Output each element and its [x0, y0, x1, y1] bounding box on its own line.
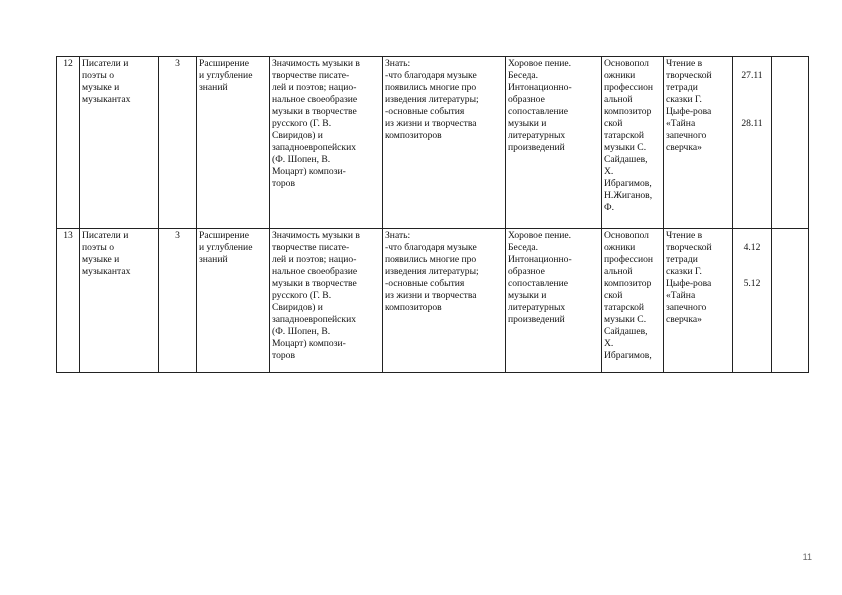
hours-cell: 3	[159, 229, 197, 373]
topic-cell	[80, 229, 159, 373]
cell-line: произведений	[508, 314, 565, 325]
cell-line: творчестве писате-	[272, 70, 350, 81]
cell-line: Расширение	[199, 230, 249, 241]
cell-line: лей и поэтов; нацио-	[272, 254, 357, 265]
cell-line: альной	[604, 266, 633, 277]
table-row	[57, 57, 809, 229]
note-cell	[772, 57, 809, 229]
cell-line: запечного	[666, 130, 707, 141]
activities-cell	[506, 57, 602, 229]
cell-line: Писатели и	[82, 230, 129, 241]
cell-line: Основопол	[604, 58, 649, 69]
cell-line: Ибрагимов,	[604, 178, 652, 189]
note-cell	[772, 229, 809, 373]
cell-line: татарской	[604, 130, 645, 141]
requirements-cell	[383, 229, 506, 373]
lesson-type-cell	[197, 229, 270, 373]
dates-cell	[733, 57, 772, 229]
cell-line: музыкантах	[82, 266, 131, 277]
date-planned: 27.11	[741, 70, 763, 81]
cell-line: ской	[604, 290, 623, 301]
cell-line: музыки и	[508, 290, 547, 301]
cell-line: (Ф. Шопен, В.	[272, 154, 331, 165]
cell-line: поэты о	[82, 70, 114, 81]
cell-line: западноевропейских	[272, 314, 357, 325]
date-planned: 4.12	[743, 242, 761, 253]
cell-line: литературных	[508, 302, 566, 313]
cell-line: Моцарт) компози-	[272, 166, 346, 177]
dates-cell	[733, 229, 772, 373]
cell-line: музыкантах	[82, 94, 131, 105]
date-actual: 28.11	[741, 118, 763, 129]
cell-line: профессион	[604, 254, 654, 265]
cell-line: Сайдашев,	[604, 154, 648, 165]
cell-line: Знать:	[385, 58, 411, 69]
cell-line: «Тайна	[666, 118, 696, 129]
cell-line: Расширение	[199, 58, 249, 69]
cell-line: тетради	[666, 254, 698, 265]
cell-line: -что благодаря музыке	[385, 242, 477, 253]
cell-line: поэты о	[82, 242, 114, 253]
page-number: 11	[802, 552, 812, 562]
cell-line: Хоровое пение.	[508, 230, 572, 241]
cell-line: Свиридов) и	[272, 130, 323, 141]
cell-line: композитор	[604, 106, 652, 117]
requirements-cell	[383, 57, 506, 229]
lesson-plan-table	[56, 56, 809, 373]
cell-line: знаний	[199, 82, 228, 93]
lesson-number-cell: 13	[57, 229, 80, 373]
cell-line: -основные события	[385, 106, 465, 117]
cell-line: музыки и	[508, 118, 547, 129]
cell-line: -основные события	[385, 278, 465, 289]
cell-line: Моцарт) компози-	[272, 338, 346, 349]
cell-line: изведения литературы;	[385, 266, 479, 277]
regional-component-cell	[602, 229, 664, 373]
cell-line: Основопол	[604, 230, 649, 241]
cell-line: музыке и	[82, 254, 120, 265]
cell-line: Сайдашев,	[604, 326, 648, 337]
cell-line: и углубление	[199, 70, 253, 81]
cell-line: Чтение в	[666, 58, 703, 69]
cell-line: Ибрагимов,	[604, 350, 652, 361]
cell-line: Интонационно-	[508, 254, 572, 265]
cell-line: запечного	[666, 302, 707, 313]
cell-line: произведений	[508, 142, 565, 153]
cell-line: Свиридов) и	[272, 302, 323, 313]
regional-component-cell	[602, 57, 664, 229]
cell-line: нальное своеобразие	[272, 266, 358, 277]
cell-line: появились многие про	[385, 82, 477, 93]
cell-line: творческой	[666, 70, 712, 81]
cell-line: сказки Г.	[666, 94, 702, 105]
cell-line: композиторов	[385, 302, 442, 313]
cell-line: музыки в творчестве	[272, 278, 357, 289]
cell-line: Значимость музыки в	[272, 58, 360, 69]
cell-line: музыки С.	[604, 314, 647, 325]
topic-cell	[80, 57, 159, 229]
cell-line: из жизни и творчества	[385, 290, 477, 301]
content-cell	[270, 229, 383, 373]
cell-line: Писатели и	[82, 58, 129, 69]
cell-line: Ф.	[604, 202, 614, 213]
cell-line: западноевропейских	[272, 142, 357, 153]
cell-line: сопоставление	[508, 278, 569, 289]
cell-line: ожники	[604, 242, 636, 253]
cell-line: нальное своеобразие	[272, 94, 358, 105]
hours-cell: 3	[159, 57, 197, 229]
cell-line: Беседа.	[508, 242, 539, 253]
cell-line: и углубление	[199, 242, 253, 253]
cell-line: Беседа.	[508, 70, 539, 81]
cell-line: музыке и	[82, 82, 120, 93]
cell-line: татарской	[604, 302, 645, 313]
cell-line: Х.	[604, 338, 614, 349]
cell-line: Н.Жиганов,	[604, 190, 653, 201]
table-row	[57, 229, 809, 373]
cell-line: знаний	[199, 254, 228, 265]
cell-line: музыки С.	[604, 142, 647, 153]
cell-line: изведения литературы;	[385, 94, 479, 105]
cell-line: ской	[604, 118, 623, 129]
cell-line: появились многие про	[385, 254, 477, 265]
cell-line: композитор	[604, 278, 652, 289]
cell-line: торов	[272, 350, 295, 361]
cell-line: (Ф. Шопен, В.	[272, 326, 331, 337]
cell-line: торов	[272, 178, 295, 189]
cell-line: профессион	[604, 82, 654, 93]
date-actual: 5.12	[743, 278, 761, 289]
cell-line: Х.	[604, 166, 614, 177]
homework-cell	[664, 57, 733, 229]
cell-line: сказки Г.	[666, 266, 702, 277]
cell-line: творчестве писате-	[272, 242, 350, 253]
cell-line: Чтение в	[666, 230, 703, 241]
cell-line: Интонационно-	[508, 82, 572, 93]
homework-cell	[664, 229, 733, 373]
cell-line: из жизни и творчества	[385, 118, 477, 129]
content-cell	[270, 57, 383, 229]
cell-line: Цыфе-рова	[666, 106, 712, 117]
cell-line: Цыфе-рова	[666, 278, 712, 289]
cell-line: Знать:	[385, 230, 411, 241]
cell-line: образное	[508, 94, 545, 105]
cell-line: ожники	[604, 70, 636, 81]
cell-line: русского (Г. В.	[272, 290, 332, 301]
lesson-type-cell	[197, 57, 270, 229]
cell-line: творческой	[666, 242, 712, 253]
cell-line: образное	[508, 266, 545, 277]
cell-line: музыки в творчестве	[272, 106, 357, 117]
lesson-number-cell: 12	[57, 57, 80, 229]
cell-line: композиторов	[385, 130, 442, 141]
cell-line: русского (Г. В.	[272, 118, 332, 129]
cell-line: сверчка»	[666, 142, 702, 153]
activities-cell	[506, 229, 602, 373]
cell-line: альной	[604, 94, 633, 105]
cell-line: Значимость музыки в	[272, 230, 360, 241]
cell-line: тетради	[666, 82, 698, 93]
cell-line: -что благодаря музыке	[385, 70, 477, 81]
cell-line: лей и поэтов; нацио-	[272, 82, 357, 93]
cell-line: литературных	[508, 130, 566, 141]
cell-line: сопоставление	[508, 106, 569, 117]
cell-line: Хоровое пение.	[508, 58, 572, 69]
cell-line: «Тайна	[666, 290, 696, 301]
cell-line: сверчка»	[666, 314, 702, 325]
